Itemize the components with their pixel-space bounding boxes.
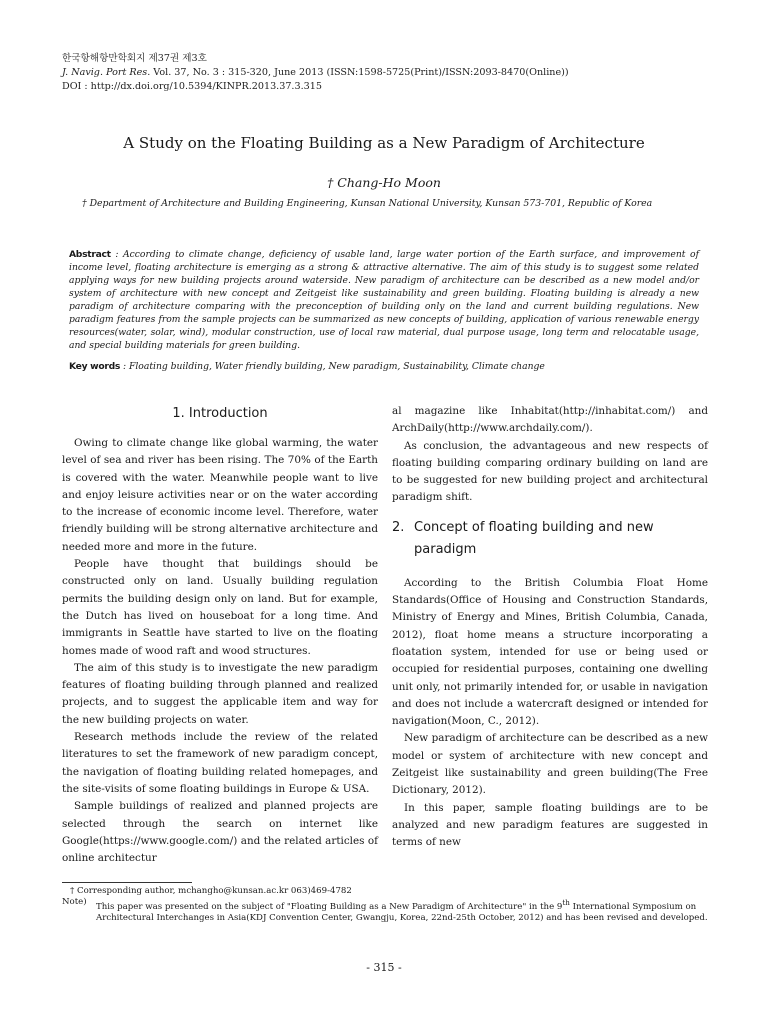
keywords-text: : Floating building, Water friendly building, New paradigm, Sustainability, Climate change bbox=[120, 361, 545, 372]
note-text-part: This paper was presented on the subject of "Floating Building as a New Paradigm of Architecture" in the 9 bbox=[96, 901, 563, 912]
intro-paragraph: Owing to climate change like global warming, the water level of sea and river has been rising. The 70% of the Earth is covered with the water. Meanwhile people want to live and enjoy leisure activities near or on the water according to the increase of economic income level. Therefore, water friendly building will be strong alternative architecture and needed more and more in the future. bbox=[62, 437, 378, 553]
concept-paragraph: New paradigm of architecture can be described as a new model or system of architecture with new concept and Zeitgeist like sustainability and green building(The Free Dictionary, 2012). bbox=[392, 732, 708, 797]
intro-paragraph: People have thought that buildings should be constructed only on land. Usually building regulation permits the building design only on land. But for example, the Dutch has lived on houseboat for a long time. And immigrants in Seattle have started to live on the floating homes made of wood raft and wood structures. bbox=[62, 558, 378, 657]
corresponding-author-note: † Corresponding author, mchangho@kunsan.ac.kr 063)469-4782 bbox=[70, 886, 352, 896]
concept-paragraph: In this paper, sample floating buildings are to be analyzed and new paradigm features are suggested in terms of new bbox=[392, 801, 708, 849]
concept-paragraph: According to the British Columbia Float Home Standards(Office of Housing and Construction Standards, Ministry of Energy and Mines, British Columbia, Canada, 2012), float home means a structure incorporating a floatation system, intended for use or being used or occupied for residential purposes, containing one dwelling unit only, not primarily intended for, or usable in navigation and does not include a watercraft designed or intended for navigation(Moon, C., 2012). bbox=[392, 576, 708, 728]
intro-paragraph: The aim of this study is to investigate the new paradigm features of floating building through planned and realized projects, and to suggest the applicable item and way for the new building projects on water. bbox=[62, 661, 378, 726]
intro-paragraph: Research methods include the review of the related literatures to set the framework of new paradigm concept, the navigation of floating building related homepages, and the site-visits of some floating buildings in Europe & USA. bbox=[62, 731, 378, 795]
section-number: 2. bbox=[392, 519, 405, 535]
section-heading-line1: Concept of floating building and new bbox=[414, 519, 654, 535]
abstract bbox=[69, 248, 699, 352]
presentation-note bbox=[62, 897, 708, 924]
note-superscript: th bbox=[562, 898, 570, 907]
author-name: † Chang-Ho Moon bbox=[327, 175, 441, 190]
section-heading-introduction: 1. Introduction bbox=[172, 406, 268, 421]
intro-paragraph-continued: al magazine like Inhabitat(http://inhabitat.com/) and ArchDaily(http://www.archdaily.com/). bbox=[392, 405, 708, 435]
right-column bbox=[392, 403, 708, 852]
footnote-divider bbox=[62, 882, 192, 883]
intro-paragraph: Sample buildings of realized and planned projects are selected through the search on internet like Google(https://www.google.com/) and the related articles of online architectur bbox=[62, 800, 378, 865]
journal-abbreviation: J. Navig. Port Res. bbox=[62, 67, 151, 78]
note-text-part: International Symposium on Architectural Interchanges in Asia(KDJ Convention Center, Gwangju, Korea, 22nd-25th October, 2012) and has been revised and developed. bbox=[96, 901, 708, 923]
left-column bbox=[62, 403, 378, 867]
note-text bbox=[96, 897, 708, 924]
doi-line: DOI : http://dx.doi.org/10.5394/KINPR.2013.37.3.315 bbox=[62, 81, 322, 92]
note-label: Note) bbox=[62, 897, 87, 907]
section-heading-concept bbox=[392, 517, 708, 561]
journal-citation bbox=[62, 66, 569, 80]
abstract-label: Abstract bbox=[69, 249, 111, 260]
paper-title: A Study on the Floating Building as a New Paradigm of Architecture bbox=[123, 134, 645, 152]
keywords bbox=[69, 361, 699, 372]
journal-header bbox=[62, 52, 569, 94]
intro-paragraph: As conclusion, the advantageous and new respects of floating building comparing ordinary building on land are to be suggested for new building project and architectural paradigm shift. bbox=[392, 439, 708, 504]
korean-journal-line: 한국항해항만학회지 제37권 제3호 bbox=[62, 53, 207, 64]
page-number: - 315 - bbox=[366, 961, 402, 974]
journal-volume-info: Vol. 37, No. 3 : 315-320, June 2013 (ISSN:1598-5725(Print)/ISSN:2093-8470(Online)) bbox=[150, 67, 569, 78]
keywords-label: Key words bbox=[69, 361, 121, 372]
section-heading-line2: paradigm bbox=[414, 541, 477, 557]
abstract-text: : According to climate change, deficiency of usable land, large water portion of the Earth surface, and improvement of income level, floating architecture is emerging as a strong & attractive alternative. The aim of this study is to suggest some related applying ways for new building projects around waterside. New paradigm of architecture can be described as a new model and/or system of architecture with new concept and Zeitgeist like sustainability and green building. Floating building is already a new paradigm of architecture comparing with the preconception of building only on the land and current building regulations. New paradigm features from the sample projects can be summarized as new concepts of building, application of various renewable energy resources(water, solar, wind), modular construction, use of local raw material, dual purpose usage, long term and relocatable usage, and special building materials for green building. bbox=[69, 249, 699, 351]
footnotes bbox=[62, 886, 708, 924]
author-affiliation: † Department of Architecture and Building Engineering, Kunsan National University, Kunsan 573-701, Republic of Korea bbox=[82, 198, 653, 209]
